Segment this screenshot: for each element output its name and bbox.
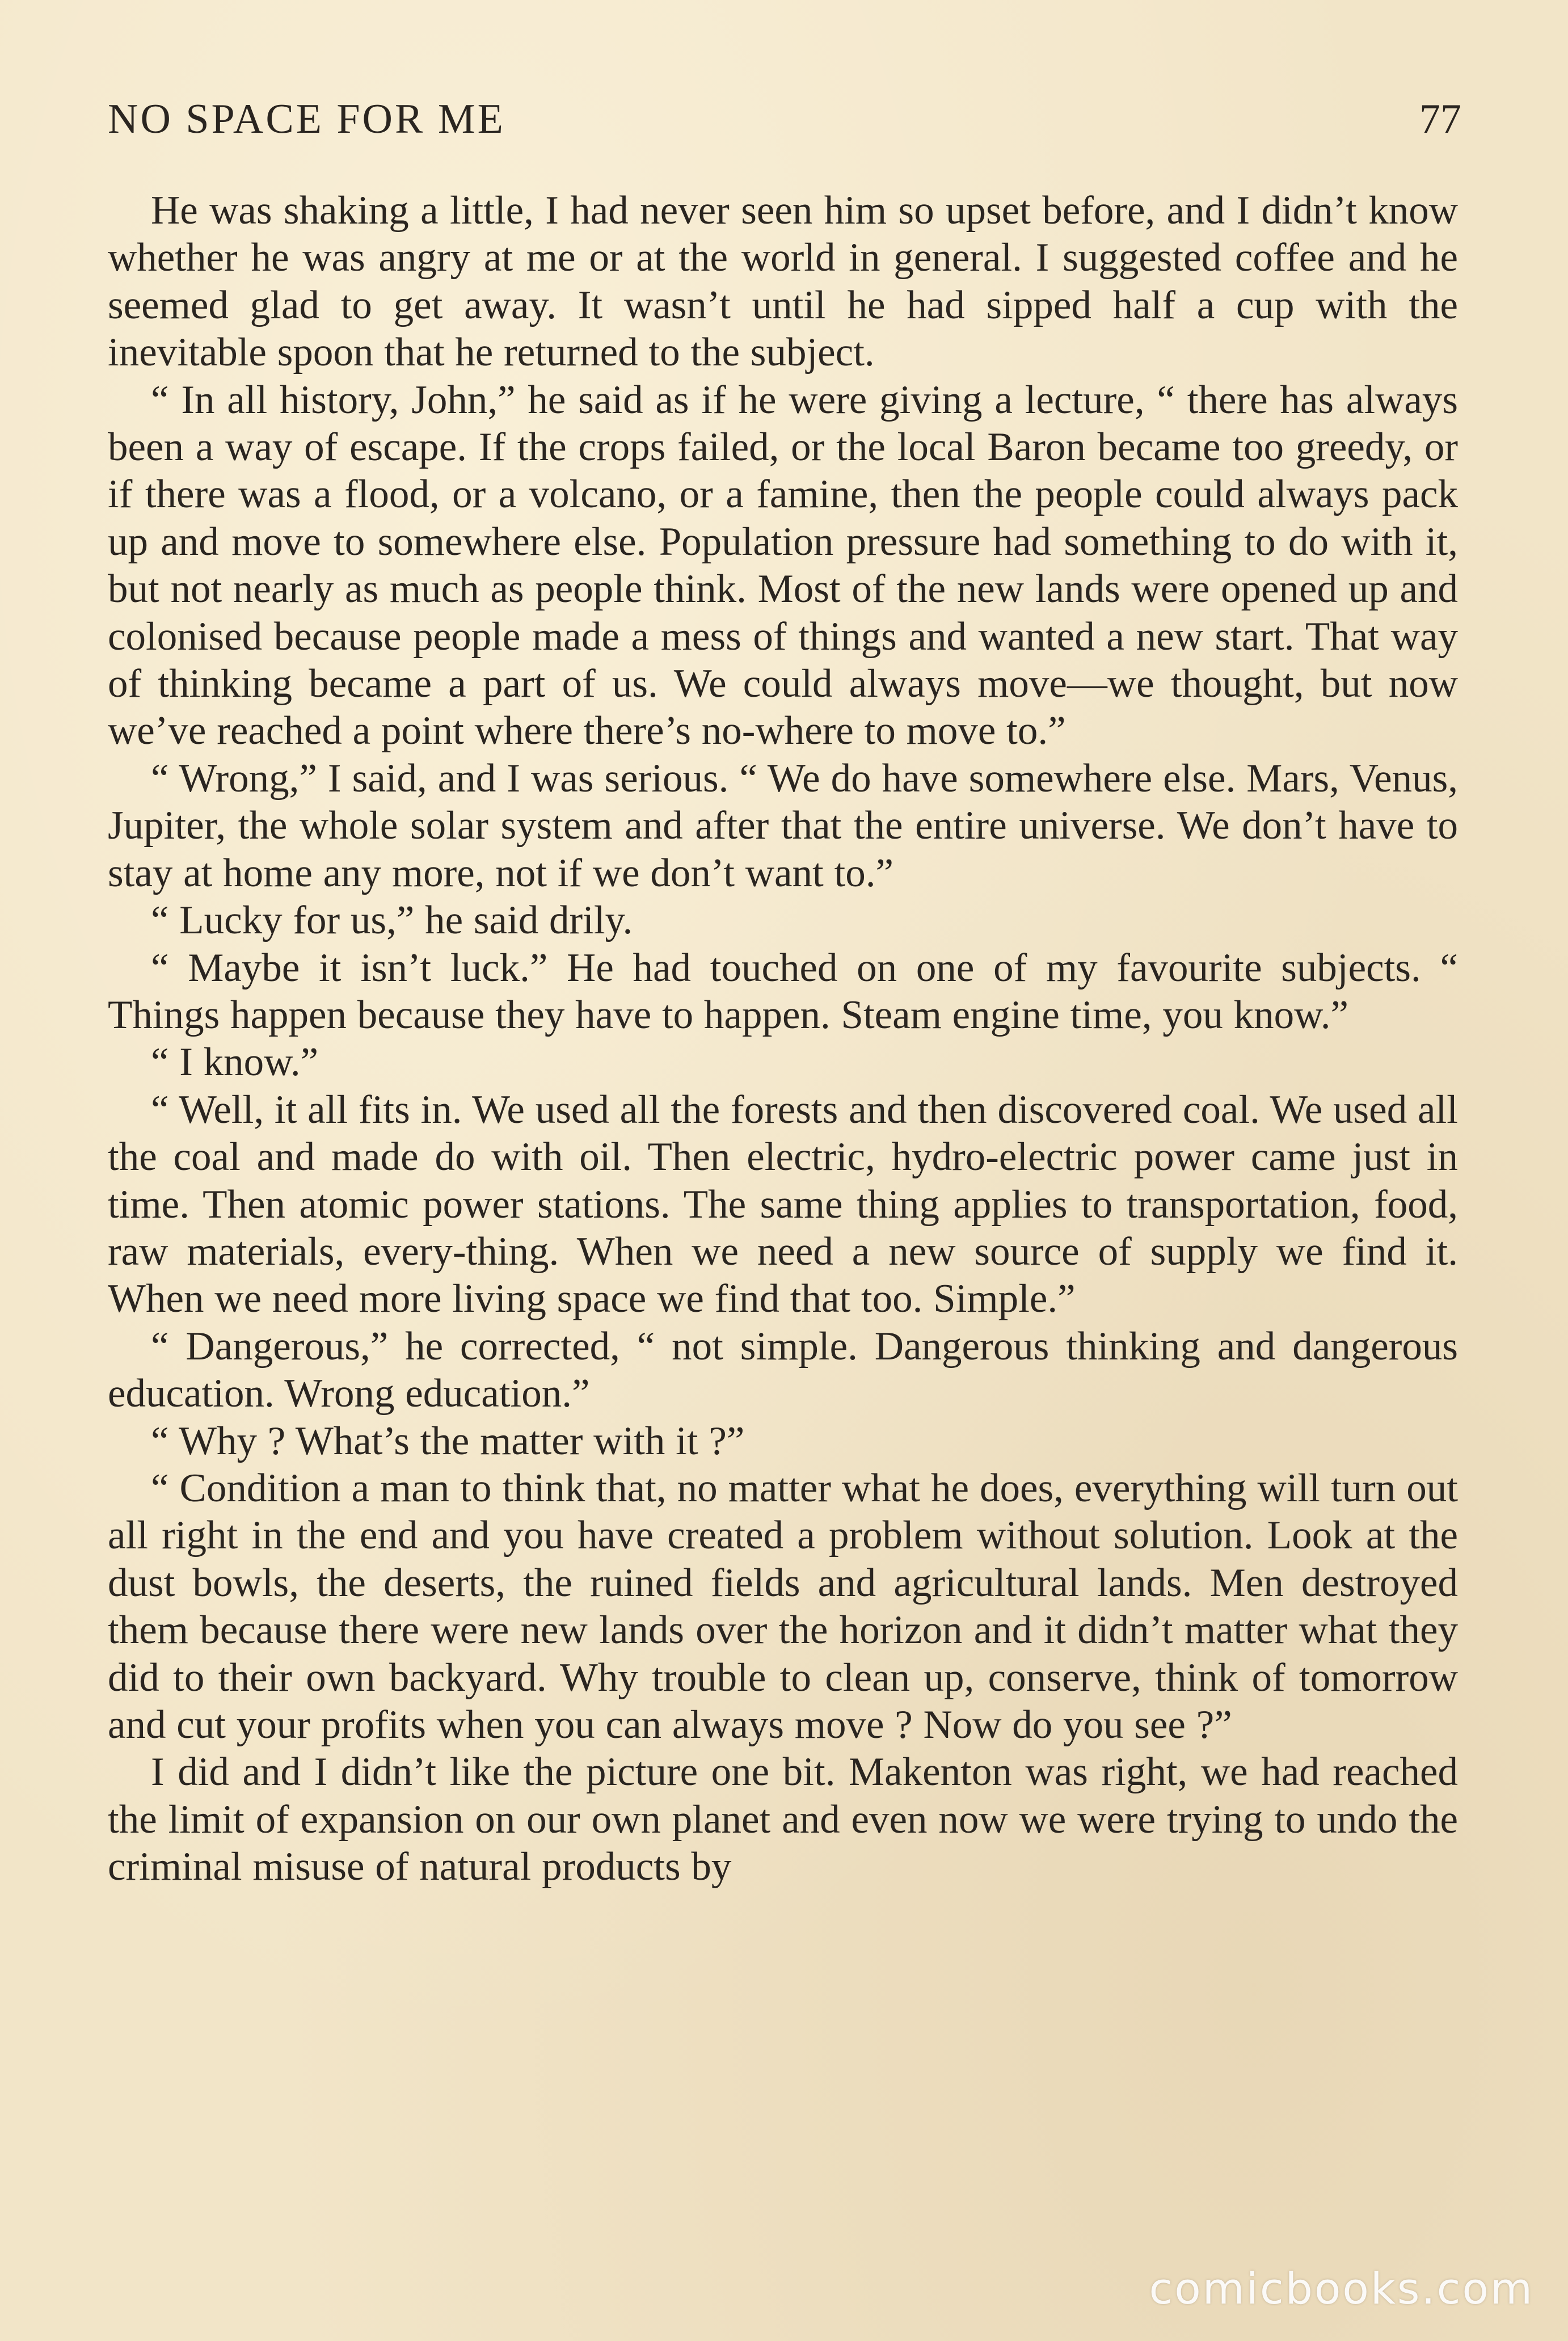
paragraph: “ Well, it all fits in. We used all the forests and then discovered coal. We used all the coal and made do with oil. Then electric, hydro-electric power came just in time. Then atomic power stations. The same thing applies to transportation, food, raw materials, every-thing. When we need a new source of supply we find it. When we need more living space we find that too. Simple.” <box>108 1087 1458 1321</box>
paragraph: “ I know.” <box>151 1040 319 1085</box>
paragraph: “ Dangerous,” he corrected, “ not simple. Dangerous thinking and dangerous education. Wrong education.” <box>108 1324 1458 1416</box>
page-header <box>108 95 1461 158</box>
paragraph: “ Condition a man to think that, no matter what he does, everything will turn out all right in the end and you have created a problem without solution. Look at the dust bowls, the deserts, the ruined fields and agricultural lands. Men destroyed them because there were new lands over the horizon and it didn’t matter what they did to their own backyard. Why trouble to clean up, conserve, think of tomorrow and cut your profits when you can always move ? Now do you see ?” <box>108 1466 1458 1747</box>
paragraph: “ In all history, John,” he said as if he were giving a lecture, “ there has always been a way of escape. If the crops failed, or the local Baron became too greedy, or if there was a flood, or a volcano, or a famine, then the people could always pack up and move to somewhere else. Population pressure had something to do with it, but not nearly as much as people think. Most of the new lands were opened up and colonised because people made a mess of things and wanted a new start. That way of thinking became a part of us. We could always move—we thought, but now we’ve reached a point where there’s no-where to move to.” <box>108 377 1458 753</box>
page-number: 77 <box>1419 96 1461 142</box>
paragraph: I did and I didn’t like the picture one bit. Makenton was right, we had reached the limit of expansion on our own planet and even now we were trying to undo the criminal misuse of natural products by <box>108 1750 1458 1889</box>
paragraph: “ Maybe it isn’t luck.” He had touched on one of my favourite subjects. “ Things happen because they have to happen. Steam engine time, you know.” <box>108 945 1458 1037</box>
running-title: NO SPACE FOR ME <box>108 96 505 142</box>
paragraph: He was shaking a little, I had never seen him so upset before, and I didn’t know whether he was angry at me or at the world in general. I suggested coffee and he seemed glad to get away. It wasn’t until he had sipped half a cup with the inevitable spoon that he returned to the subject. <box>108 188 1458 375</box>
paragraph: “ Why ? What’s the matter with it ?” <box>151 1418 745 1463</box>
paragraph: “ Wrong,” I said, and I was serious. “ We do have somewhere else. Mars, Venus, Jupiter, the whole solar system and after that the entire universe. We don’t have to stay at home any more, not if we don’t want to.” <box>108 756 1458 895</box>
body-text <box>108 187 1458 1891</box>
paragraph: “ Lucky for us,” he said drily. <box>151 898 633 943</box>
watermark: comicbooks.com <box>1149 2263 1534 2314</box>
